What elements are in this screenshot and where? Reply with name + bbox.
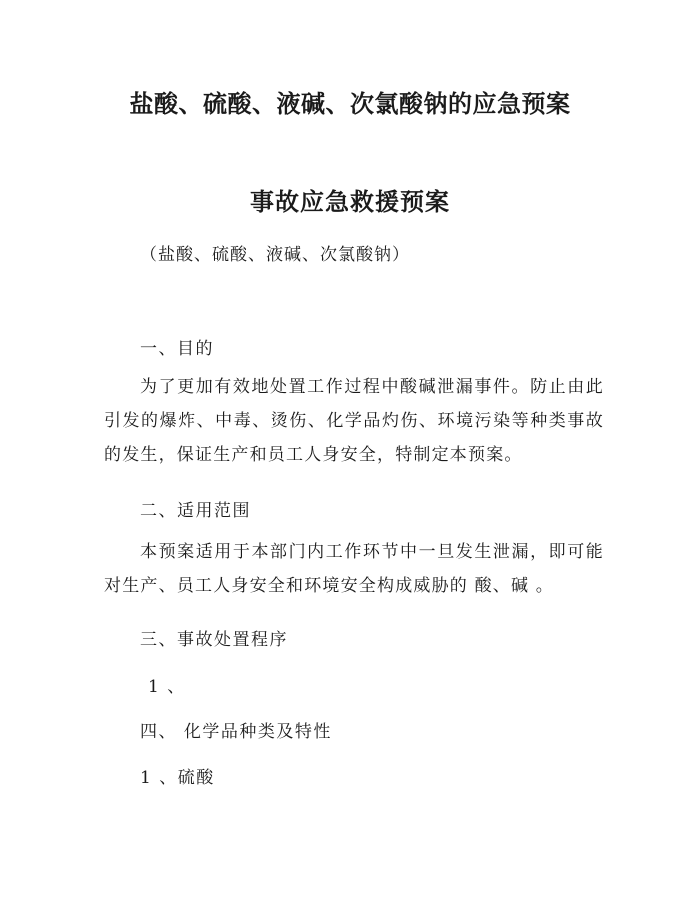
procedure-item-1: 1 、 (148, 677, 186, 697)
section-body-purpose: 为了更加有效地处置工作过程中酸碱泄漏事件。防止由此引发的爆炸、中毒、烫伤、化学品灼伤、环境污染等种类事故的发生，保证生产和员工人身安全，特制定本预案。 (104, 377, 604, 465)
section-heading-chemicals: 四、 化学品种类及特性 (140, 722, 332, 742)
section-heading-purpose: 一、目的 (140, 339, 214, 359)
section-body-scope: 本预案适用于本部门内工作环节中一旦发生泄漏，即可能对生产、员工人身安全和环境安全构成威胁的 酸、碱 。 (104, 542, 604, 596)
document-title: 盐酸、硫酸、液碱、次氯酸钠的应急预案 (129, 89, 571, 118)
chemical-item-1: 1 、硫酸 (140, 768, 215, 788)
section-heading-scope: 二、适用范围 (140, 501, 251, 521)
document-subtitle: 事故应急救援预案 (250, 187, 450, 216)
chemical-scope-note: （盐酸、硫酸、液碱、次氯酸钠） (140, 245, 410, 265)
section-heading-procedure: 三、事故处置程序 (140, 630, 288, 650)
